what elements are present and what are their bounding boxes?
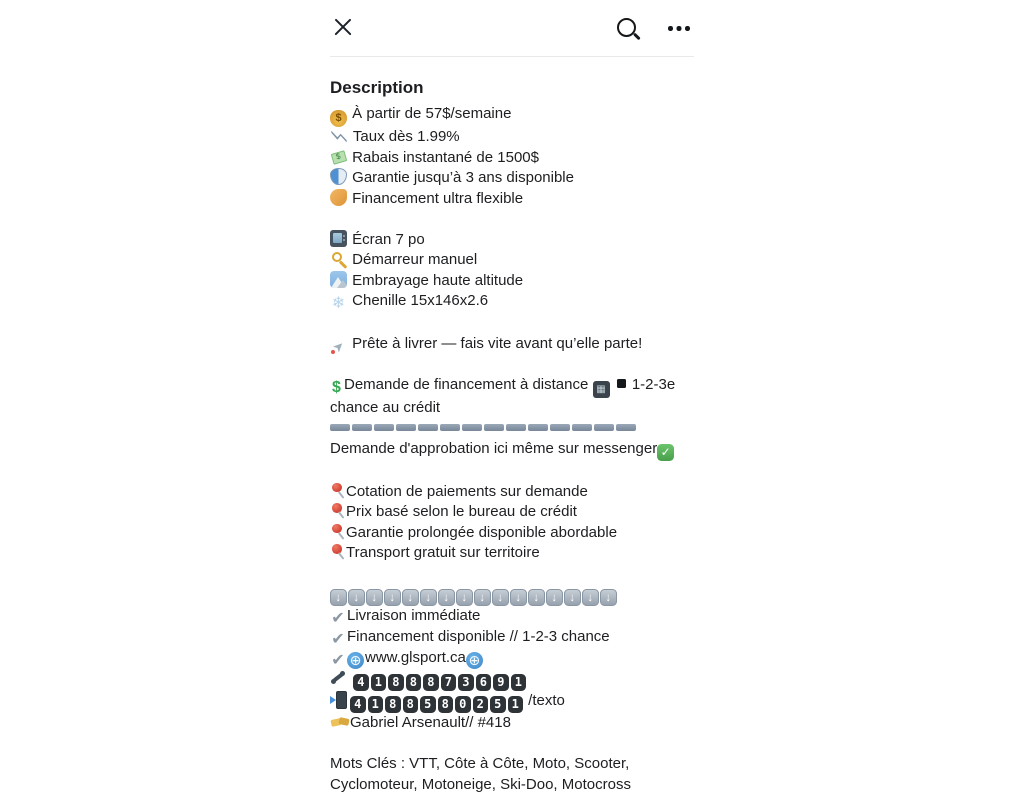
rocket-icon: [330, 338, 347, 355]
description-line: Garantie jusqu’à 3 ans disponible: [330, 168, 694, 189]
arrow-curving-down-icon: [420, 589, 437, 606]
topbar: [330, 0, 694, 52]
arrow-curving-down-icon: [564, 589, 581, 606]
heavy-minus-sign-icon: [616, 424, 636, 431]
heavy-minus-sign-icon: [594, 424, 614, 431]
heavy-minus-sign-icon: [528, 424, 548, 431]
arrow-curving-down-icon: [384, 589, 401, 606]
globe-icon: [466, 652, 483, 669]
keycap-digit-icon: 1: [511, 674, 527, 691]
description-line: ✔⊕www.glsport.ca⊕: [330, 648, 694, 669]
description-line: Cotation de paiements sur demande: [330, 482, 694, 503]
description-line: Prix basé selon le bureau de crédit: [330, 502, 694, 523]
blank-line: [330, 313, 694, 334]
search-icon[interactable]: [617, 18, 636, 37]
description-line: ➤ Prête à livrer — fais vite avant qu’elle parte!: [330, 334, 694, 355]
description-line: Mots Clés : VTT, Côte à Côte, Moto, Scooter, Cyclomoteur, Motoneige, Ski-Doo, Motocross: [330, 755, 631, 793]
description-line: $Demande de financement à distance ▦ 1-2-3e chance au crédit: [330, 375, 694, 419]
keycap-digit-icon: 1: [368, 696, 384, 713]
pushpin-icon: [330, 523, 345, 540]
telephone-receiver-icon: [330, 669, 347, 686]
keycap-digit-icon: 8: [438, 696, 454, 713]
description-line: Taux dès 1.99%: [330, 127, 694, 148]
heavy-minus-sign-icon: [352, 424, 372, 431]
arrow-curving-down-icon: [474, 589, 491, 606]
description-lines: [330, 104, 694, 795]
description-line: ❄ Chenille 15x146x2.6: [330, 291, 694, 313]
arrow-curving-down-icon: [510, 589, 527, 606]
heavy-minus-sign-icon: [484, 424, 504, 431]
keycap-digit-icon: 5: [420, 696, 436, 713]
television-icon: [330, 230, 347, 247]
description-line: [330, 669, 694, 691]
key-icon: [330, 250, 347, 267]
blank-line: [330, 564, 694, 585]
arrow-curving-down-icon: [330, 589, 347, 606]
close-icon[interactable]: [332, 16, 354, 38]
heavy-minus-sign-icon: [440, 424, 460, 431]
keycap-digit-icon: 3: [458, 674, 474, 691]
heavy-minus-sign-icon: [374, 424, 394, 431]
arrow-curving-down-icon: [366, 589, 383, 606]
pushpin-icon: [330, 482, 345, 499]
topbar-divider: [330, 56, 694, 57]
keycap-digit-icon: 8: [423, 674, 439, 691]
check-mark-button-icon: [657, 444, 674, 461]
mobile-phone-with-arrow-icon: [330, 691, 348, 708]
blank-line: [330, 209, 694, 230]
arrow-curving-down-icon: [528, 589, 545, 606]
keycap-digit-icon: 8: [406, 674, 422, 691]
check-mark-icon: [330, 631, 346, 648]
snow-capped-mountain-icon: [330, 271, 347, 288]
page-title: Description: [330, 78, 424, 97]
description-line: Garantie prolongée disponible abordable: [330, 523, 694, 544]
arrow-curving-down-icon: [546, 589, 563, 606]
black-small-square-icon: [617, 379, 626, 388]
keycap-digit-icon: 7: [441, 674, 457, 691]
pushpin-icon: [330, 543, 345, 560]
keycap-digit-icon: 0: [455, 696, 471, 713]
arrow-curving-down-icon: [438, 589, 455, 606]
check-mark-icon: [330, 610, 346, 627]
shield-icon: [330, 168, 347, 185]
keycap-digit-icon: 9: [493, 674, 509, 691]
description-line: [330, 419, 694, 440]
heavy-minus-sign-icon: [572, 424, 592, 431]
keycap-digit-icon: 5: [490, 696, 506, 713]
description-line: Gabriel Arsenault// #418: [330, 713, 694, 734]
keycap-digit-icon: 4: [350, 696, 366, 713]
keycap-digit-icon: 8: [388, 674, 404, 691]
arrow-curving-down-icon: [456, 589, 473, 606]
heavy-dollar-sign-icon: [330, 379, 343, 396]
heavy-minus-sign-icon: [396, 424, 416, 431]
description-line: Démarreur manuel: [330, 250, 694, 271]
marketplace-description-view: [330, 0, 694, 795]
blank-line: [330, 734, 694, 755]
description-line: ✔Financement disponible // 1-2-3 chance: [330, 627, 694, 648]
description-line: [330, 584, 694, 606]
globe-icon: [347, 652, 364, 669]
description-line: Demande d'approbation ici même sur messenger✓: [330, 439, 694, 461]
keycap-digit-icon: 8: [403, 696, 419, 713]
description-line: $ Rabais instantané de 1500$: [330, 148, 694, 169]
keycap-digit-icon: 8: [385, 696, 401, 713]
arrow-curving-down-icon: [402, 589, 419, 606]
arrow-curving-down-icon: [348, 589, 365, 606]
description-line: Embrayage haute altitude: [330, 271, 694, 292]
heavy-minus-sign-icon: [506, 424, 526, 431]
keycap-digit-icon: 6: [476, 674, 492, 691]
check-mark-icon: [330, 652, 346, 669]
blank-line: [330, 355, 694, 376]
description-line: $ À partir de 57$/semaine: [330, 104, 694, 127]
arrow-curving-down-icon: [492, 589, 509, 606]
blank-line: [330, 461, 694, 482]
snowflake-icon: [330, 296, 347, 313]
description-line: Écran 7 po: [330, 230, 694, 251]
keycap-digit-icon: 2: [473, 696, 489, 713]
pocket-calculator-icon: [593, 381, 610, 398]
flexed-biceps-icon: [330, 189, 347, 206]
keycap-digit-icon: 1: [371, 674, 387, 691]
keycap-digit-icon: 4: [353, 674, 369, 691]
chart-decreasing-icon: [330, 127, 348, 144]
description-line: 4 1 8 8 5 8 0 2 5 1 /texto: [330, 691, 694, 713]
heavy-minus-sign-icon: [550, 424, 570, 431]
money-bag-icon: [330, 110, 347, 127]
arrow-curving-down-icon: [582, 589, 599, 606]
description-line: Transport gratuit sur territoire: [330, 543, 694, 564]
arrow-curving-down-icon: [600, 589, 617, 606]
description-line: Financement ultra flexible: [330, 189, 694, 210]
money-with-wings-icon: [330, 148, 347, 165]
heavy-minus-sign-icon: [462, 424, 482, 431]
pushpin-icon: [330, 502, 345, 519]
heavy-minus-sign-icon: [330, 424, 350, 431]
keycap-digit-icon: 1: [508, 696, 524, 713]
more-options-icon[interactable]: [668, 16, 692, 38]
description-line: ✔Livraison immédiate: [330, 606, 694, 627]
handshake-icon: [330, 713, 349, 730]
heavy-minus-sign-icon: [418, 424, 438, 431]
